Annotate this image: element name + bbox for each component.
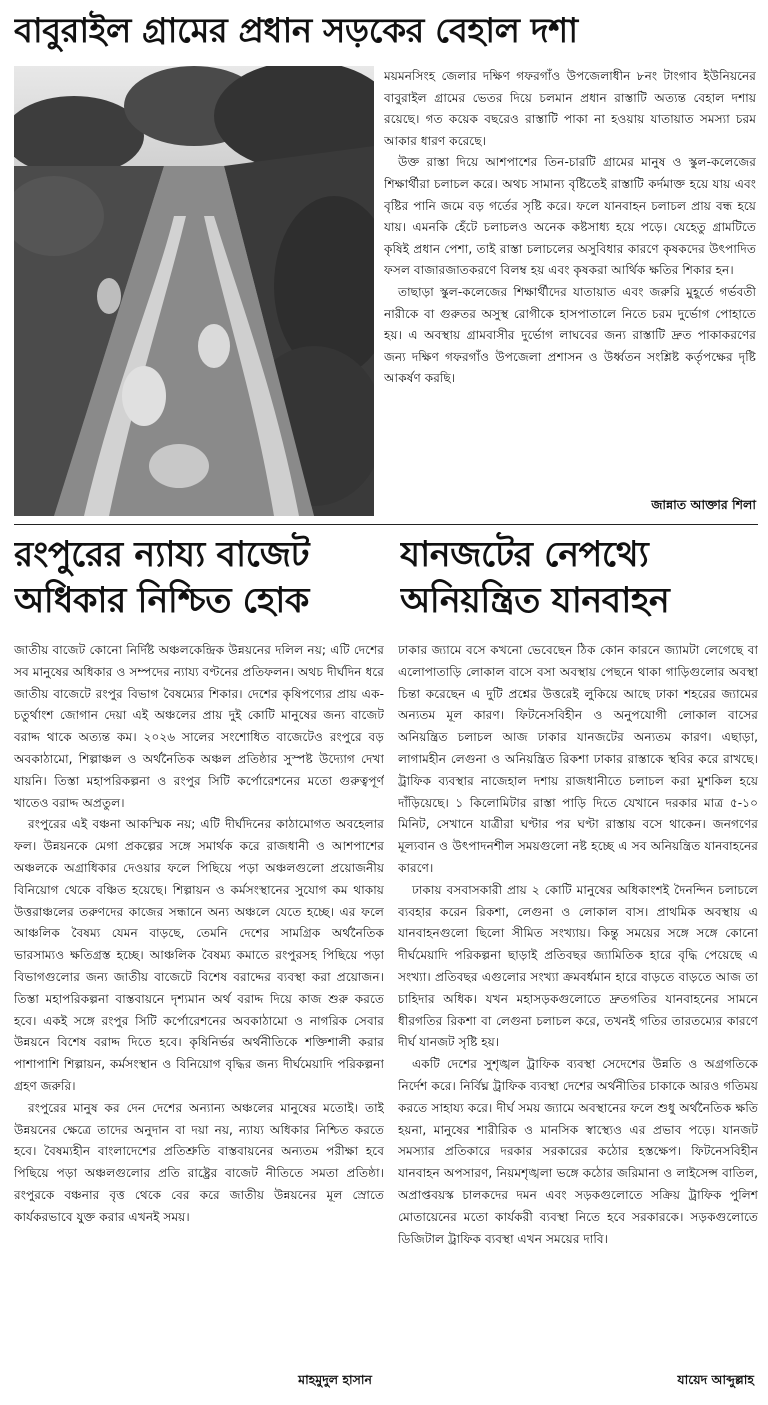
right-headline-line2: অনিয়ন্ত্রিত যানবাহন bbox=[400, 581, 670, 621]
right-story-body bbox=[398, 640, 758, 1360]
right-story-paragraph: একটি দেশের সুশৃঙ্খল ট্রাফিক ব্যবস্থা সেদেশের উন্নতি ও অগ্রগতিকে নির্দেশ করে। নির্বিঘ্ন ট্রাফিক ব্যবস্থা দেশের অর্থনীতির চাকাকে আরও গতিময় করতে সাহায্য করে। দীর্ঘ সময় জ্যামে অবস্থানের ফলে শুধু অর্থনৈতিক ক্ষতি হয়না, মানুষের শারীরিক ও মানসিক স্বাস্থ্যেও এর প্রভাব পড়ে। যানজট সমস্যার প্রতিকারে দরকার সরকারের কঠোর হস্তক্ষেপ। ফিটনেসবিহীন যানবাহন অপসারণ, নিয়মশৃঙ্খলা ভঙ্গে কঠোর জরিমানা ও লাইসেন্স বাতিল, অপ্রাপ্তবয়স্ক চালকদের দমন এবং সড়কগুলোতে সক্রিয় ট্রাফিক পুলিশ মোতায়েনের মতো কার্যকরী ব্যবস্থা নিতে হবে সরকারকে। সড়কগুলোতে ডিজিটাল ট্রাফিক ব্যবস্থা এখন সময়ের দাবি। bbox=[398, 1057, 758, 1246]
top-headline: বাবুরাইল গ্রামের প্রধান সড়কের বেহাল দশা bbox=[14, 11, 578, 51]
muddy-road-photo bbox=[14, 66, 374, 516]
left-story-body bbox=[14, 640, 384, 1360]
left-headline-line1: রংপুরের ন্যায্য বাজেট bbox=[14, 535, 310, 575]
right-story-paragraph: ঢাকার জ্যামে বসে কখনো ভেবেছেন ঠিক কোন কারনে জ্যামটা লেগেছে বা এলোপাতাড়ি লোকাল বাসে বসা অবস্থায় পেছনে থাকা গাড়িগুলোর অবস্থা চিন্তা করেছেন এ দুটি প্রশ্নের উত্তরেই লুকিয়ে আছে ঢাকা শহরের জ্যামের অন্যতম মূল কারণ। ফিটনেসবিহীন ও অনুপযোগী লোকাল বাসের অনিয়ন্ত্রিত চলাচল আজ ঢাকার যানজটের অন্যতম কারণ। এছাড়া, লাগামহীন লেগুনা ও অনিয়ন্ত্রিত রিকশা ঢাকার রাস্তাকে স্থবির করে রাখছে। ট্রাফিক ব্যবস্থার নাজেহাল দশায় রাজধানীতে চলাচল করা মুশকিল হয়ে দাঁড়িয়েছে। ১ কিলোমিটার রাস্তা পাড়ি দিতে যেখানে দরকার মাত্র ৫-১০ মিনিট, সেখানে যাত্রীরা ঘণ্টার পর ঘণ্টা রাস্তায় বসে থাকেন। জনগণের মূল্যবান ও উৎপাদনশীল সময়গুলো নষ্ট হচ্ছে এ সব অনিয়ন্ত্রিত যানবাহনের কারণে। bbox=[398, 643, 758, 875]
left-story-paragraph: রংপুরের এই বঞ্চনা আকস্মিক নয়; এটি দীর্ঘদিনের কাঠামোগত অবহেলার ফল। উন্নয়নকে মেগা প্রকল্পের সঙ্গে সমার্থক করে রাজধানী ও আশপাশের অঞ্চলকে অগ্রাধিকার দেওয়ার ফলে পিছিয়ে পড়া অঞ্চলগুলো প্রয়োজনীয় বিনিয়োগ থেকে বঞ্চিত হয়েছে। শিল্পায়ন ও কর্মসংস্থানের সুযোগ কম থাকায় উত্তরাঞ্চলের তরুণদের কাজের সন্ধানে অন্য অঞ্চলে যেতে হচ্ছে। এর ফলে আঞ্চলিক বৈষম্য যেমন বাড়ছে, তেমনি দেশের সামগ্রিক অর্থনৈতিক ভারসাম্যও ক্ষতিগ্রস্ত হচ্ছে। আঞ্চলিক বৈষম্য কমাতে রংপুরসহ পিছিয়ে পড়া বিভাগগুলোর জন্য জাতীয় বাজেটে বিশেষ বরাদ্দের ব্যবস্থা করা প্রয়োজন। তিস্তা মহাপরিকল্পনা বাস্তবায়নে দৃশ্যমান অর্থ বরাদ্দ দিয়ে কাজ শুরু করতে হবে। একই সঙ্গে রংপুর সিটি কর্পোরেশনের অবকাঠামো ও নাগরিক সেবার উন্নয়নে বিশেষ বরাদ্দ দিতে হবে। কৃষিনির্ভর অর্থনীতিকে শক্তিশালী করার পাশাপাশি শিল্পায়ন, কর্মসংস্থান ও বিনিয়োগ বৃদ্ধির জন্য দীর্ঘমেয়াদি পরিকল্পনা গ্রহণ জরুরি। bbox=[14, 817, 384, 1093]
top-story-paragraph: ময়মনসিংহ জেলার দক্ষিণ গফরগাঁও উপজেলাধীন ৮নং টাংগাব ইউনিয়নের বাবুরাইল গ্রামের ভেতর দিয়ে চলমান প্রধান রাস্তাটি অত্যন্ত বেহাল দশায় রয়েছে। গত কয়েক বছরেও রাস্তাটি পাকা না হওয়ায় যাতায়াত সমস্যা চরম আকার ধারণ করেছে। bbox=[384, 69, 756, 148]
left-story-paragraph: রংপুরের মানুষ কর দেন দেশের অন্যান্য অঞ্চলের মানুষের মতোই। তাই উন্নয়নের ক্ষেত্রে তাদের অনুদান বা দয়া নয়, ন্যায্য অধিকার নিশ্চিত করতে হবে। বৈষম্যহীন বাংলাদেশের প্রতিশ্রুতি বাস্তবায়নের অন্যতম পরীক্ষা হবে পিছিয়ে পড়া অঞ্চলগুলোর প্রতি রাষ্ট্রের বাজেট নীতিতে সমতা প্রতিষ্ঠা। রংপুরকে বঞ্চনার বৃত্ত থেকে বের করে জাতীয় উন্নয়নের মূল স্রোতে কার্যকরভাবে যুক্ত করার এখনই সময়। bbox=[14, 1100, 384, 1224]
right-story-headline bbox=[400, 532, 760, 628]
left-story-paragraph: জাতীয় বাজেট কোনো নির্দিষ্ট অঞ্চলকেন্দ্রিক উন্নয়নের দলিল নয়; এটি দেশের সব মানুষের অধিকার ও সম্পদের ন্যায্য বণ্টনের প্রতিফলন। অথচ দীর্ঘদিন ধরে জাতীয় বাজেটে রংপুর বিভাগ বৈষম্যের শিকার। দেশের কৃষিপণ্যের প্রায় এক-চতুর্থাংশ জোগান দেয়া এই অঞ্চলের প্রায় দুই কোটি মানুষের জন্য বাজেট বরাদ্দ থাকে অত্যন্ত কম। ২০২৬ সালের সংশোধিত বাজেটেও রংপুরে বড় অবকাঠামো, শিল্পাঞ্চল ও অর্থনৈতিক অঞ্চল প্রতিষ্ঠার সুস্পষ্ট উদ্যোগ দেখা যায়নি। তিস্তা মহাপরিকল্পনা ও রংপুর সিটি কর্পোরেশনের মতো গুরুত্বপূর্ণ খাতেও বরাদ্দ অপ্রতুল। bbox=[14, 643, 384, 810]
left-headline-line2: অধিকার নিশ্চিত হোক bbox=[14, 581, 309, 621]
top-story-byline: জান্নাত আক্তার শিলা bbox=[651, 497, 756, 512]
muddy-road-image bbox=[14, 66, 374, 516]
right-headline-line1: যানজটের নেপথ্যে bbox=[400, 535, 649, 575]
left-story-byline: মাহমুদুল হাসান bbox=[298, 1372, 372, 1387]
left-story-headline bbox=[14, 532, 384, 628]
right-story-byline: যায়েদ আব্দুল্লাহ bbox=[677, 1372, 754, 1387]
top-story-paragraph: তাছাড়া স্কুল-কলেজের শিক্ষার্থীদের যাতায়াত এবং জরুরি মুহূর্তে গর্ভবতী নারীকে বা গুরুতর অসুস্থ রোগীকে হাসপাতালে নিতে চরম দুর্ভোগ পোহাতে হয়। এ অবস্থায় গ্রামবাসীর দুর্ভোগ লাঘবের জন্য রাস্তাটি দ্রুত পাকাকরণের জন্য দক্ষিণ গফরগাঁও উপজেলা প্রশাসন ও উর্ধ্বতন সংশ্লিষ্ট কর্তৃপক্ষের দৃষ্টি আকর্ষণ করছি। bbox=[384, 284, 756, 386]
top-story-paragraph: উক্ত রাস্তা দিয়ে আশপাশের তিন-চারটি গ্রামের মানুষ ও স্কুল-কলেজের শিক্ষার্থীরা চলাচল করে। অথচ সামান্য বৃষ্টিতেই রাস্তাটি কর্দমাক্ত হয়ে যায় এবং বৃষ্টির পানি জমে বড় গর্তের সৃষ্টি করে। ফলে যানবাহন চলাচল প্রায় বন্ধ হয়ে যায়। এমনকি হেঁটে চলাচলও অনেক কষ্টসাধ্য হয়ে পড়ে। যেহেতু গ্রামটিতে কৃষিই প্রধান পেশা, তাই রাস্তা চলাচলের অসুবিধার কারণে কৃষকদের উৎপাদিত ফসল বাজারজাতকরণে বিলম্ব হয় এবং কৃষকরা আর্থিক ক্ষতির শিকার হন। bbox=[384, 155, 756, 278]
right-story-paragraph: ঢাকায় বসবাসকারী প্রায় ২ কোটি মানুষের অধিকাংশই দৈনন্দিন চলাচলে ব্যবহার করেন রিকশা, লেগুনা ও লোকাল বাস। প্রাথমিক অবস্থায় এ যানবাহনগুলো ছিলো সীমিত সংখ্যায়। কিন্তু সময়ের সঙ্গে সঙ্গে কোনো দীর্ঘমেয়াদি পরিকল্পনা ছাড়াই প্রতিবছর জ্যামিতিক হারে বৃদ্ধি পেয়েছে এ সংখ্যা। প্রতিবছর এগুলোর সংখ্যা ক্রমবর্ধমান হারে বাড়তে বাড়তে আজ তা চাহিদার অধিক। যখন মহাসড়কগুলোতে দ্রুতগতির যানবাহনের সামনে ধীরগতির রিকশা বা লেগুনা চলাচল করে, তখনই গতির তারতম্যের কারণে দীর্ঘ যানজট সৃষ্টি হয়। bbox=[398, 882, 758, 1050]
column-divider bbox=[14, 524, 758, 525]
top-story-body bbox=[384, 66, 756, 518]
